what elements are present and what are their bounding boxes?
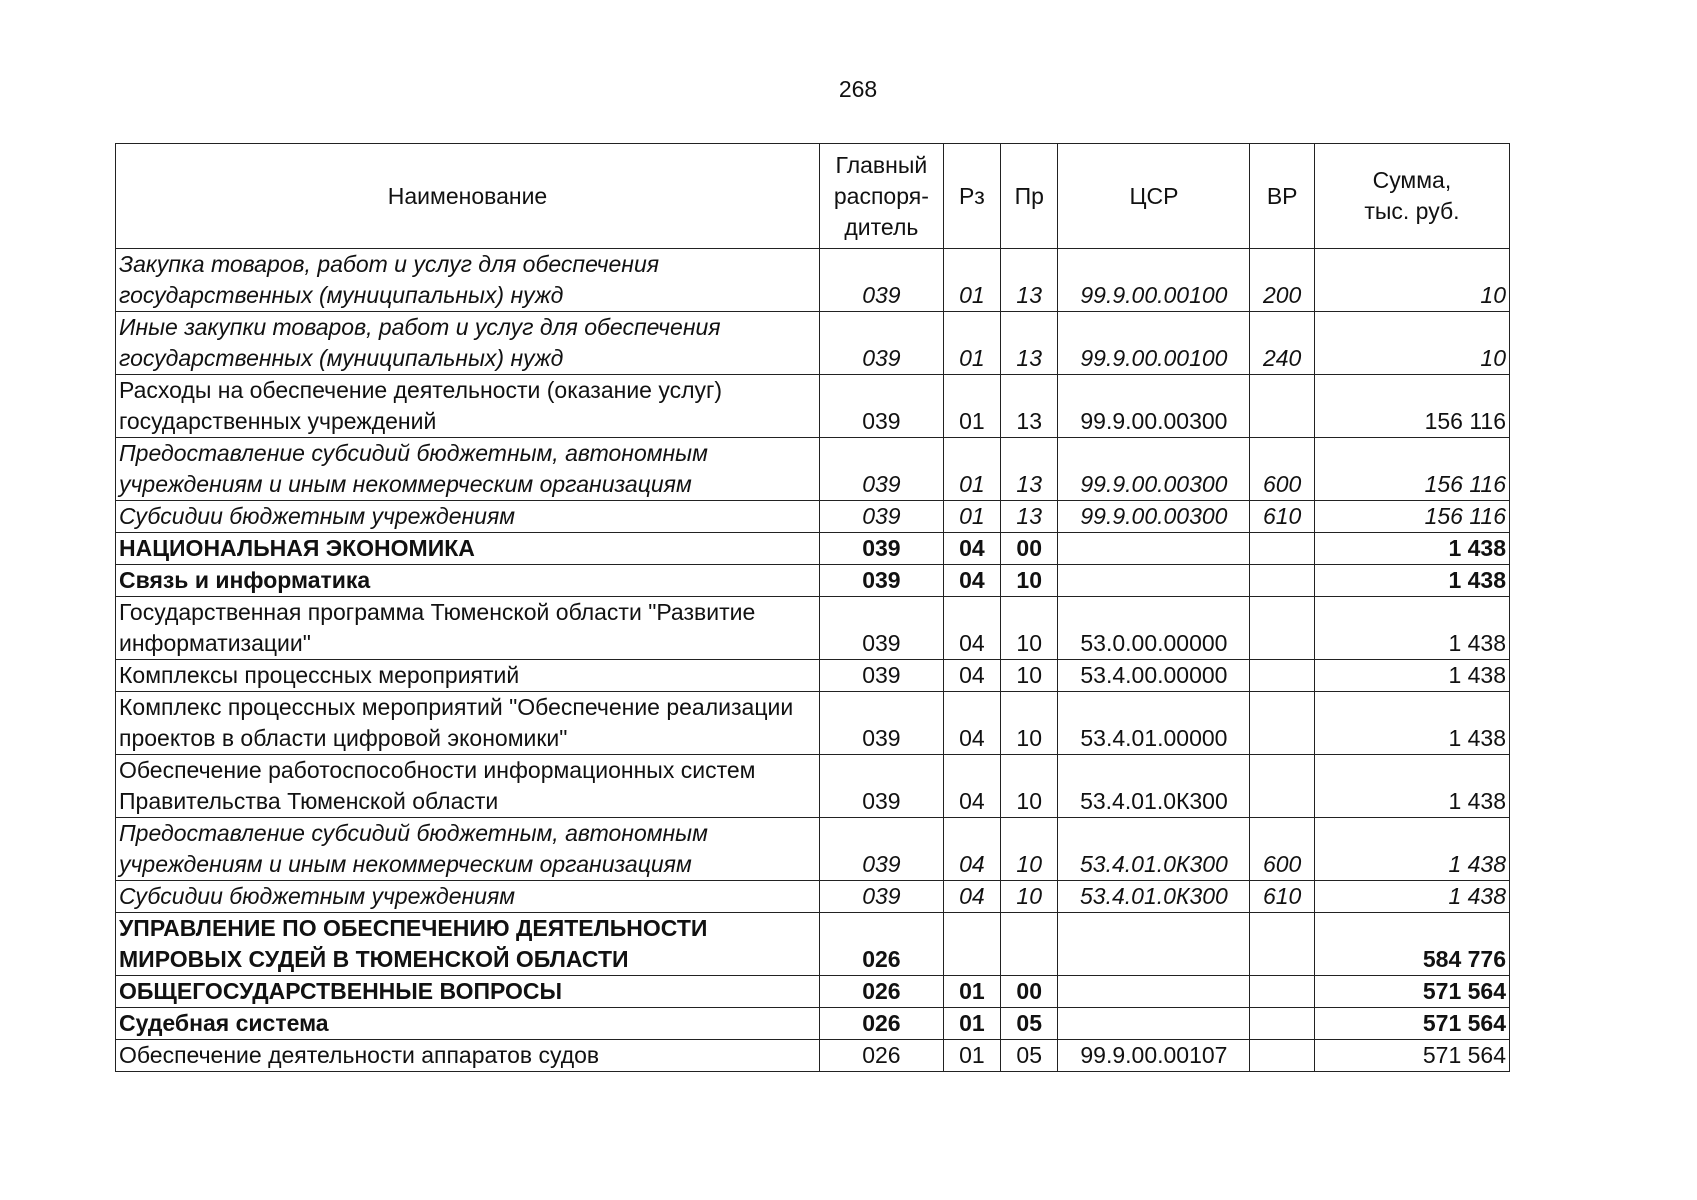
cell-pr: 00 [1001, 976, 1058, 1008]
header-grs: Главный распоря- дитель [820, 144, 944, 249]
cell-rz: 01 [943, 249, 1000, 312]
cell-grs: 039 [820, 501, 944, 533]
cell-rz: 04 [943, 818, 1000, 881]
table-row [116, 692, 1510, 755]
cell-grs: 039 [820, 692, 944, 755]
cell-csr: 99.9.00.00300 [1058, 375, 1250, 438]
cell-sum: 156 116 [1314, 375, 1509, 438]
cell-sum: 1 438 [1314, 692, 1509, 755]
cell-sum: 571 564 [1314, 1008, 1509, 1040]
cell-name: Обеспечение работоспособности информационных систем Правительства Тюменской области [116, 755, 820, 818]
cell-pr: 10 [1001, 755, 1058, 818]
cell-name: Субсидии бюджетным учреждениям [116, 881, 820, 913]
header-vr: ВР [1250, 144, 1314, 249]
cell-grs: 039 [820, 660, 944, 692]
cell-grs: 039 [820, 249, 944, 312]
cell-vr [1250, 913, 1314, 976]
cell-pr: 10 [1001, 818, 1058, 881]
cell-name: Закупка товаров, работ и услуг для обеспечения государственных (муниципальных) нужд [116, 249, 820, 312]
cell-vr [1250, 660, 1314, 692]
header-pr: Пр [1001, 144, 1058, 249]
cell-csr [1058, 1008, 1250, 1040]
table-body [116, 249, 1510, 1072]
cell-grs: 026 [820, 1040, 944, 1072]
cell-pr: 10 [1001, 881, 1058, 913]
cell-vr [1250, 533, 1314, 565]
cell-rz: 04 [943, 881, 1000, 913]
cell-csr: 53.4.01.00000 [1058, 692, 1250, 755]
cell-name: Обеспечение деятельности аппаратов судов [116, 1040, 820, 1072]
cell-grs: 039 [820, 755, 944, 818]
cell-rz: 04 [943, 692, 1000, 755]
cell-vr: 240 [1250, 312, 1314, 375]
table-row [116, 1040, 1510, 1072]
cell-csr [1058, 913, 1250, 976]
cell-sum: 571 564 [1314, 976, 1509, 1008]
cell-pr: 13 [1001, 375, 1058, 438]
cell-grs: 039 [820, 597, 944, 660]
cell-pr: 10 [1001, 692, 1058, 755]
cell-grs: 026 [820, 1008, 944, 1040]
cell-rz: 01 [943, 501, 1000, 533]
cell-vr [1250, 597, 1314, 660]
cell-csr [1058, 976, 1250, 1008]
cell-pr: 05 [1001, 1040, 1058, 1072]
cell-csr: 53.4.01.0К300 [1058, 818, 1250, 881]
cell-sum: 156 116 [1314, 501, 1509, 533]
cell-name: Субсидии бюджетным учреждениям [116, 501, 820, 533]
cell-name: Комплекс процессных мероприятий "Обеспечение реализации проектов в области цифровой экономики" [116, 692, 820, 755]
cell-csr: 99.9.00.00100 [1058, 249, 1250, 312]
cell-rz: 01 [943, 312, 1000, 375]
cell-grs: 039 [820, 565, 944, 597]
cell-name: НАЦИОНАЛЬНАЯ ЭКОНОМИКА [116, 533, 820, 565]
table-row [116, 976, 1510, 1008]
cell-grs: 039 [820, 533, 944, 565]
cell-csr [1058, 533, 1250, 565]
cell-vr [1250, 565, 1314, 597]
table-row [116, 660, 1510, 692]
table-row [116, 375, 1510, 438]
cell-rz: 04 [943, 755, 1000, 818]
cell-name: Предоставление субсидий бюджетным, автономным учреждениям и иным некоммерческим организациям [116, 438, 820, 501]
cell-name: Судебная система [116, 1008, 820, 1040]
cell-sum: 571 564 [1314, 1040, 1509, 1072]
cell-csr: 99.9.00.00300 [1058, 438, 1250, 501]
cell-grs: 026 [820, 913, 944, 976]
cell-vr: 600 [1250, 438, 1314, 501]
cell-pr: 13 [1001, 312, 1058, 375]
cell-rz: 01 [943, 1008, 1000, 1040]
cell-vr [1250, 375, 1314, 438]
table-row [116, 913, 1510, 976]
budget-table [115, 143, 1510, 1072]
cell-pr: 13 [1001, 249, 1058, 312]
cell-rz: 04 [943, 660, 1000, 692]
cell-grs: 026 [820, 976, 944, 1008]
cell-name: ОБЩЕГОСУДАРСТВЕННЫЕ ВОПРОСЫ [116, 976, 820, 1008]
cell-vr [1250, 692, 1314, 755]
cell-rz: 01 [943, 438, 1000, 501]
cell-vr: 610 [1250, 881, 1314, 913]
cell-grs: 039 [820, 312, 944, 375]
cell-rz: 04 [943, 565, 1000, 597]
header-rz: Рз [943, 144, 1000, 249]
cell-vr: 600 [1250, 818, 1314, 881]
cell-grs: 039 [820, 438, 944, 501]
cell-name: Связь и информатика [116, 565, 820, 597]
cell-csr: 53.4.00.00000 [1058, 660, 1250, 692]
cell-vr [1250, 1008, 1314, 1040]
cell-pr: 13 [1001, 501, 1058, 533]
table-row [116, 533, 1510, 565]
cell-sum: 1 438 [1314, 565, 1509, 597]
cell-sum: 1 438 [1314, 818, 1509, 881]
cell-csr: 99.9.00.00300 [1058, 501, 1250, 533]
cell-sum: 1 438 [1314, 660, 1509, 692]
table-row [116, 755, 1510, 818]
table-header-row [116, 144, 1510, 249]
cell-csr: 53.4.01.0К300 [1058, 881, 1250, 913]
cell-sum: 1 438 [1314, 597, 1509, 660]
cell-grs: 039 [820, 818, 944, 881]
cell-rz: 01 [943, 375, 1000, 438]
cell-rz: 04 [943, 597, 1000, 660]
cell-sum: 584 776 [1314, 913, 1509, 976]
cell-sum: 156 116 [1314, 438, 1509, 501]
page-number: 268 [838, 76, 878, 102]
cell-grs: 039 [820, 375, 944, 438]
cell-sum: 1 438 [1314, 533, 1509, 565]
table-row [116, 597, 1510, 660]
cell-name: УПРАВЛЕНИЕ ПО ОБЕСПЕЧЕНИЮ ДЕЯТЕЛЬНОСТИ МИРОВЫХ СУДЕЙ В ТЮМЕНСКОЙ ОБЛАСТИ [116, 913, 820, 976]
cell-pr: 05 [1001, 1008, 1058, 1040]
table-row [116, 881, 1510, 913]
header-name: Наименование [116, 144, 820, 249]
cell-rz: 01 [943, 1040, 1000, 1072]
cell-pr: 00 [1001, 533, 1058, 565]
cell-name: Иные закупки товаров, работ и услуг для обеспечения государственных (муниципальных) нужд [116, 312, 820, 375]
cell-pr [1001, 913, 1058, 976]
cell-rz: 01 [943, 976, 1000, 1008]
header-sum: Сумма, тыс. руб. [1314, 144, 1509, 249]
cell-vr [1250, 976, 1314, 1008]
cell-sum: 1 438 [1314, 755, 1509, 818]
cell-csr: 53.4.01.0К300 [1058, 755, 1250, 818]
cell-pr: 10 [1001, 660, 1058, 692]
header-csr: ЦСР [1058, 144, 1250, 249]
cell-sum: 10 [1314, 249, 1509, 312]
cell-csr [1058, 565, 1250, 597]
cell-csr: 99.9.00.00107 [1058, 1040, 1250, 1072]
table-row [116, 438, 1510, 501]
table-row [116, 312, 1510, 375]
cell-csr: 99.9.00.00100 [1058, 312, 1250, 375]
cell-sum: 10 [1314, 312, 1509, 375]
cell-vr [1250, 1040, 1314, 1072]
cell-vr: 200 [1250, 249, 1314, 312]
cell-grs: 039 [820, 881, 944, 913]
cell-vr [1250, 755, 1314, 818]
cell-name: Государственная программа Тюменской области "Развитие информатизации" [116, 597, 820, 660]
cell-csr: 53.0.00.00000 [1058, 597, 1250, 660]
table-row [116, 1008, 1510, 1040]
cell-vr: 610 [1250, 501, 1314, 533]
cell-rz [943, 913, 1000, 976]
cell-pr: 10 [1001, 597, 1058, 660]
cell-sum: 1 438 [1314, 881, 1509, 913]
cell-rz: 04 [943, 533, 1000, 565]
cell-pr: 13 [1001, 438, 1058, 501]
cell-name: Предоставление субсидий бюджетным, автономным учреждениям и иным некоммерческим организациям [116, 818, 820, 881]
table-row [116, 818, 1510, 881]
table-row [116, 501, 1510, 533]
table-row [116, 249, 1510, 312]
cell-name: Комплексы процессных мероприятий [116, 660, 820, 692]
cell-pr: 10 [1001, 565, 1058, 597]
cell-name: Расходы на обеспечение деятельности (оказание услуг) государственных учреждений [116, 375, 820, 438]
table-row [116, 565, 1510, 597]
